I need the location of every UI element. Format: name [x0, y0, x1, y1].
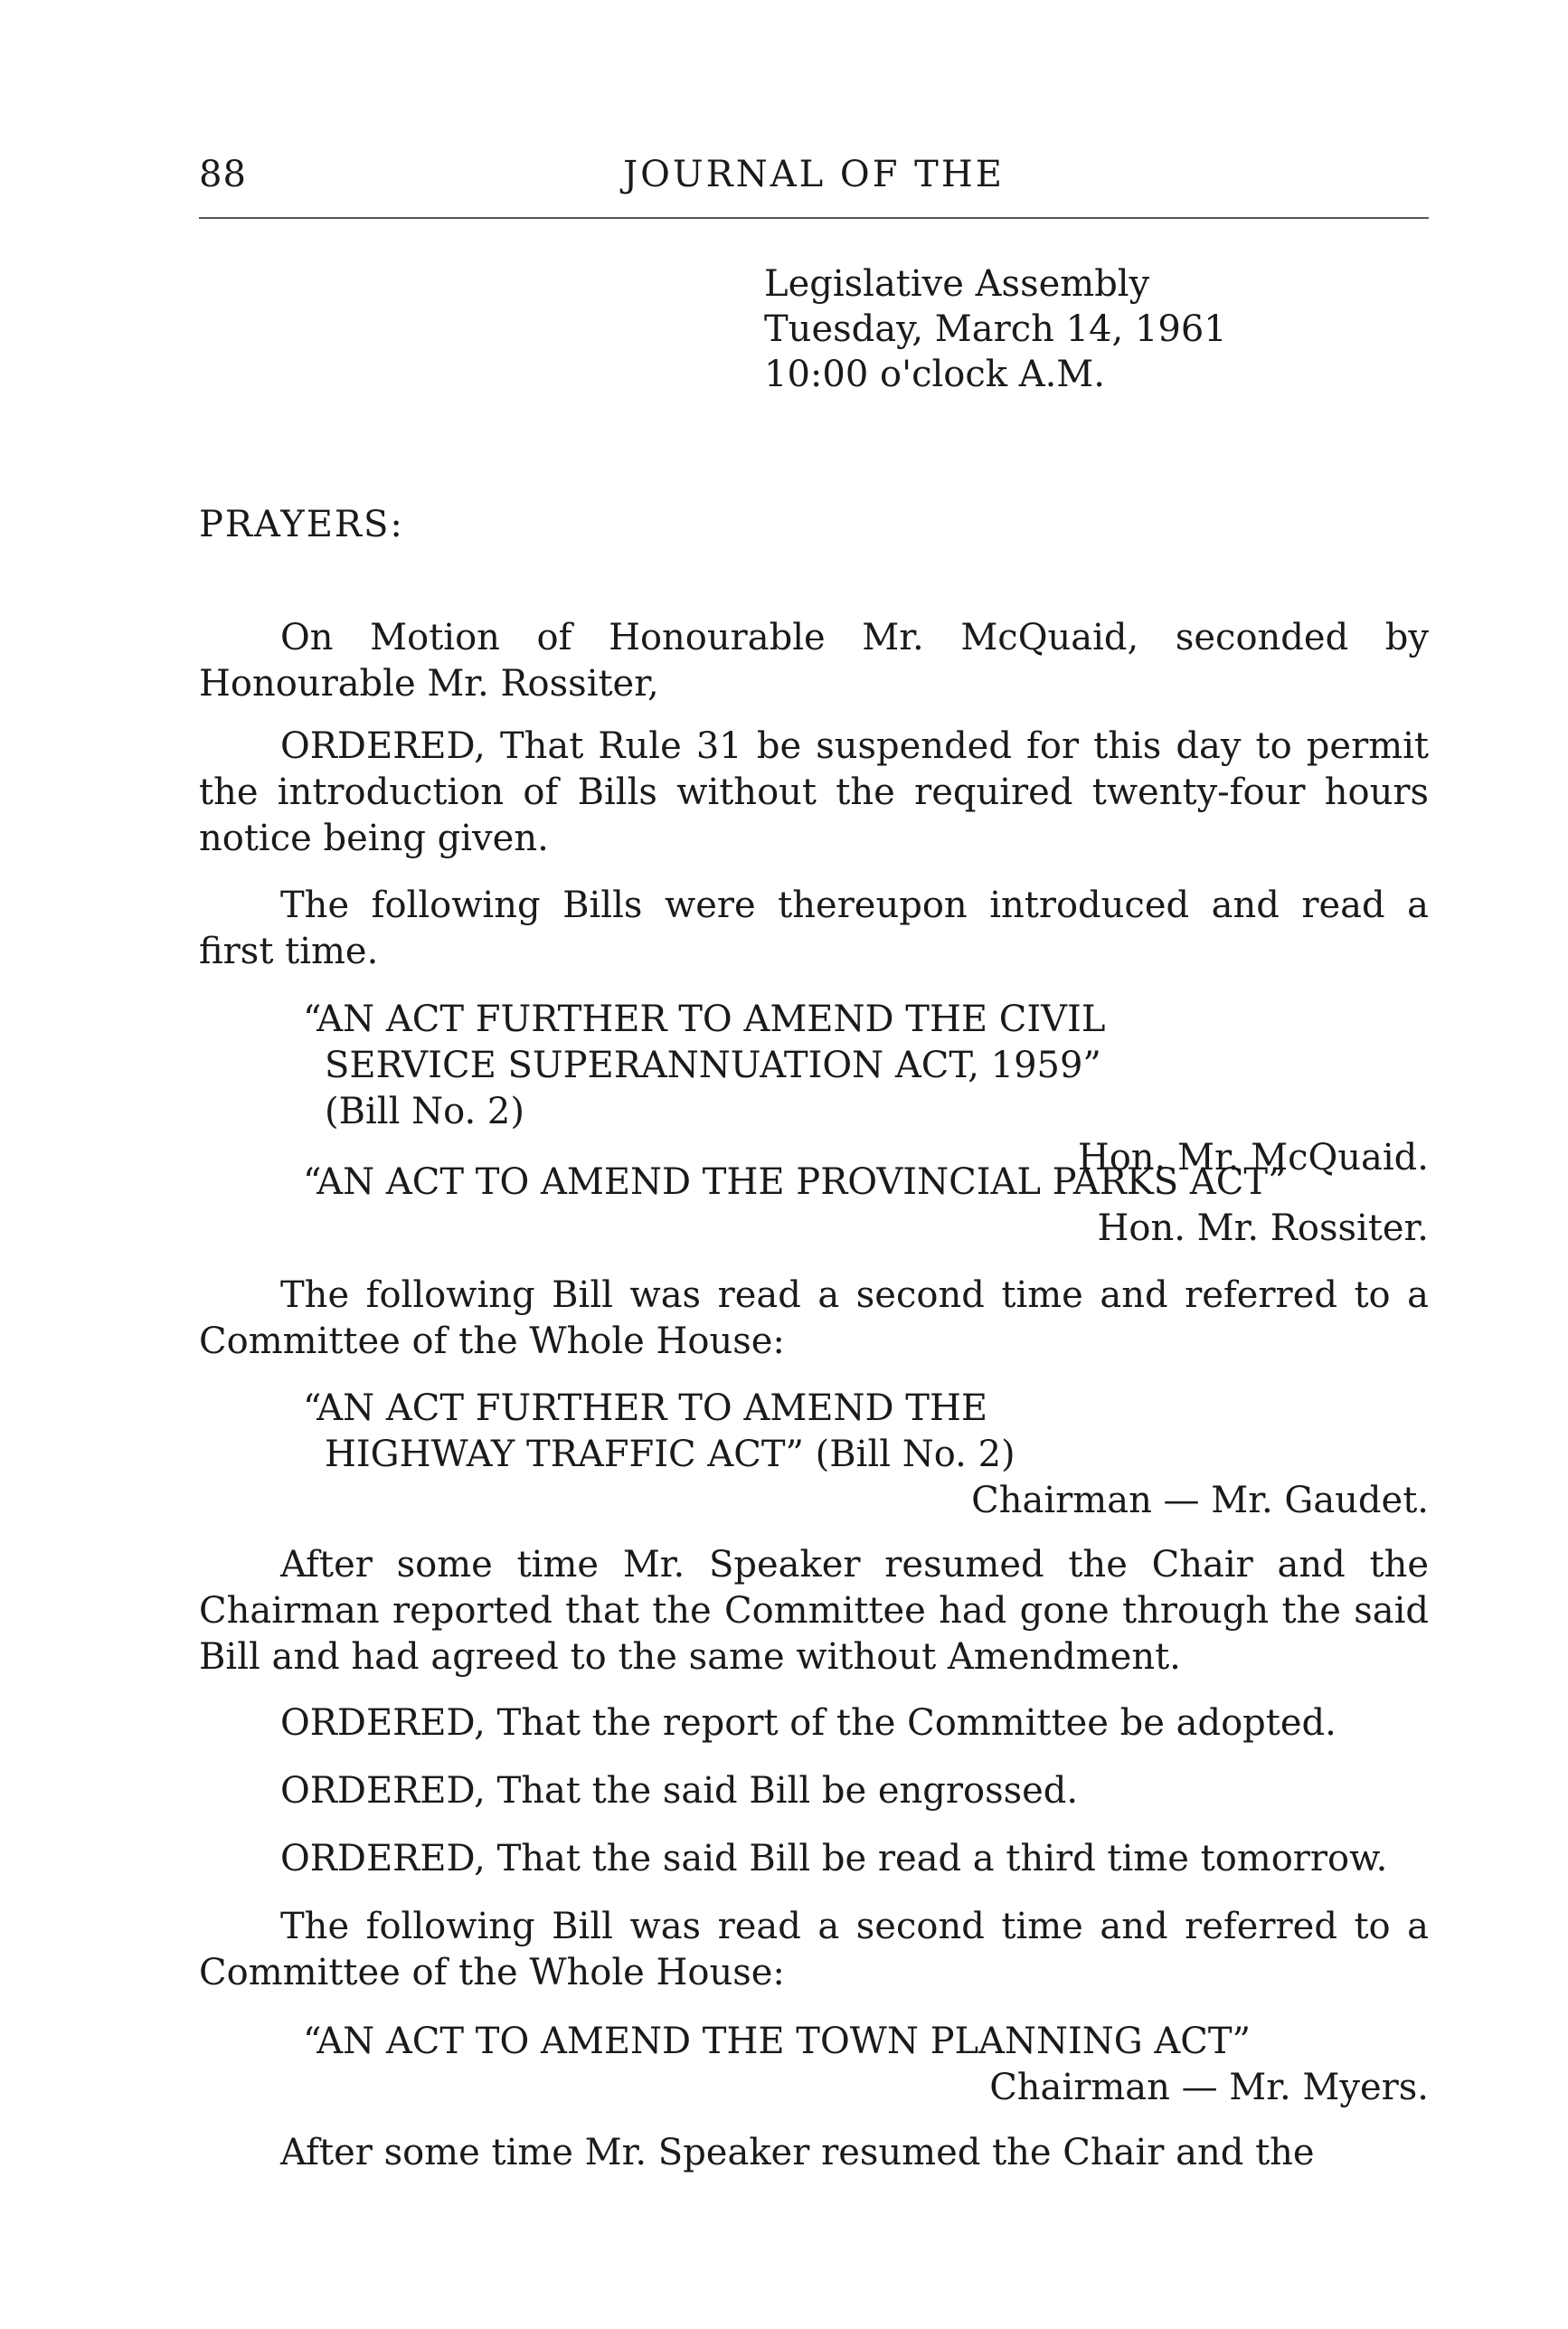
bill-title: “AN ACT TO AMEND THE TOWN PLANNING ACT” — [303, 2021, 1252, 2062]
session-time: 10:00 o'clock A.M. — [764, 354, 1105, 395]
session-body: Legislative Assembly — [764, 263, 1150, 305]
bill-title: “AN ACT FURTHER TO AMEND THE CIVIL SERVICE SUPERANNUATION ACT, 1959” (Bill No. 2) — [303, 999, 1106, 1132]
committee-report-paragraph: After some time Mr. Speaker resumed the Chair and the Chairman reported that the Committee had gone through the said Bill and had agreed to the same without Amendment. — [199, 1544, 1429, 1678]
page-number: 88 — [199, 154, 247, 195]
ordered-report-adopted: ORDERED, That the report of the Committee be adopted. — [280, 1702, 1337, 1744]
committee-chairman: Chairman — Mr. Gaudet. — [971, 1480, 1429, 1521]
bill-town-planning — [303, 2019, 1429, 2111]
ordered-bill-engrossed: ORDERED, That the said Bill be engrossed. — [280, 1770, 1079, 1812]
bill-provincial-parks — [303, 1160, 1429, 1252]
bill-civil-service — [303, 997, 1429, 1181]
page-header — [199, 154, 1429, 208]
committee-report-paragraph-2: After some time Mr. Speaker resumed the Chair and the — [280, 2132, 1315, 2173]
second-reading-paragraph: The following Bill was read a second time and referred to a Committee of the Whole House: — [199, 1274, 1429, 1362]
bill-title: “AN ACT FURTHER TO AMEND THE HIGHWAY TRAFFIC ACT” (Bill No. 2) — [303, 1387, 1015, 1475]
session-date: Tuesday, March 14, 1961 — [764, 308, 1227, 350]
bill-title: “AN ACT TO AMEND THE PROVINCIAL PARKS ACT” — [303, 1161, 1287, 1203]
running-head: JOURNAL OF THE — [623, 154, 1005, 195]
committee-chairman: Chairman — Mr. Myers. — [989, 2067, 1429, 2108]
bill-sponsor: Hon. Mr. Rossiter. — [1097, 1207, 1429, 1249]
second-reading-paragraph-2: The following Bill was read a second time and referred to a Committee of the Whole House: — [199, 1906, 1429, 1993]
motion-paragraph: On Motion of Honourable Mr. McQuaid, seconded by Honourable Mr. Rossiter, — [199, 617, 1429, 705]
bills-introduced-paragraph: The following Bills were thereupon introduced and read a first time. — [199, 885, 1429, 972]
prayers-heading: PRAYERS: — [199, 504, 404, 545]
session-details — [764, 261, 1227, 397]
ordered-third-reading: ORDERED, That the said Bill be read a third time tomorrow. — [280, 1838, 1388, 1879]
header-rule — [199, 217, 1429, 219]
bill-highway-traffic — [303, 1386, 1429, 1524]
bill-sponsor: Hon. Mr. McQuaid. — [1077, 1137, 1429, 1179]
ordered-rule-31: ORDERED, That Rule 31 be suspended for this day to permit the introduction of Bills without the required twenty-four hours notice being given. — [199, 725, 1429, 859]
